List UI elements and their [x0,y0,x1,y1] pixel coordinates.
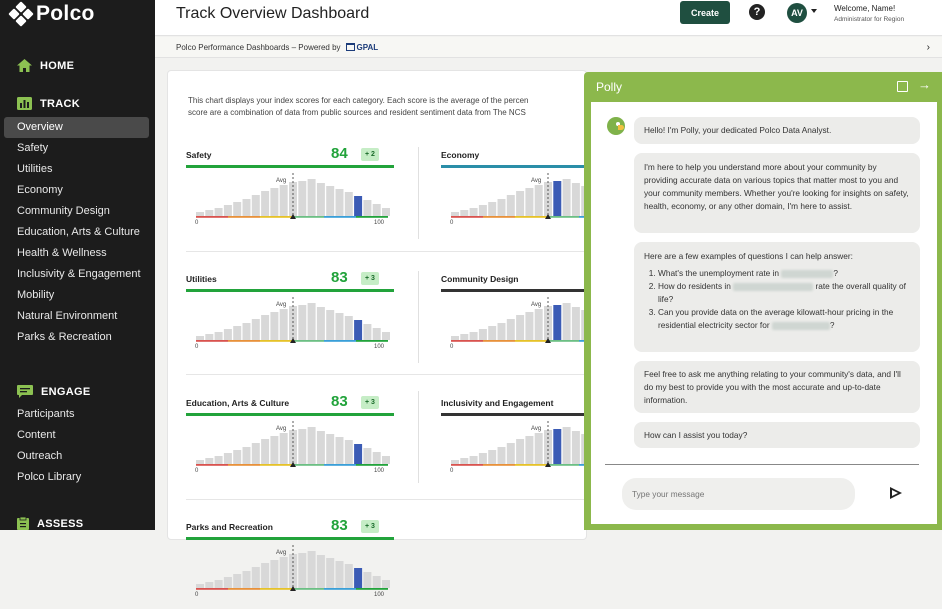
histogram-bar [507,319,515,340]
sidebar-item-mobility[interactable]: Mobility [17,289,55,301]
histogram-bar [516,315,524,340]
tile-title: Community Design [441,274,519,284]
axis-min-label: 0 [450,344,454,350]
example-question: 2. How do residents in rate the overall quality of life? [658,280,910,306]
histogram-bar [205,582,213,588]
column-divider [418,391,419,483]
your-score-bar [553,305,561,340]
nav-section-track[interactable] [17,97,80,110]
histogram-bar [252,195,260,216]
help-icon[interactable]: ? [749,4,765,20]
chart-description [188,95,588,119]
scale-segment [356,340,388,342]
axis-max-label: 100 [374,468,385,474]
histogram-bar [270,436,278,464]
scale-segment [260,464,292,466]
histogram-bar [470,456,478,464]
histogram-bar [280,433,288,464]
avg-label: Avg [276,550,287,556]
histogram-bar [261,315,269,340]
histogram-bar [205,210,213,216]
histogram-bar [572,307,580,340]
chat-message-greeting: Hello! I'm Polly, your dedicated Polco Data Analyst. [634,117,920,144]
sidebar-item-natural-environment[interactable]: Natural Environment [17,310,118,322]
chat-message-prompt: How can I assist you today? [634,422,920,448]
histogram-bar [488,450,496,464]
tile-title: Safety [186,150,212,160]
page-title: Track Overview Dashboard [176,5,370,22]
score-change-badge: + 3 [361,396,379,409]
histogram-bar [507,443,515,464]
nav-section-home[interactable] [17,59,74,72]
scale-segment [483,340,515,342]
score-distribution-chart [186,295,386,345]
tile-title: Parks and Recreation [186,522,273,532]
histogram-bar [507,195,515,216]
scale-segment [292,464,324,466]
sidebar-item-outreach[interactable]: Outreach [17,450,63,462]
avg-label: Avg [531,426,542,432]
score-change-badge: + 3 [361,272,379,285]
axis-min-label: 0 [195,468,199,474]
histogram-bar [460,334,468,340]
tile-color-line [186,413,394,416]
polly-panel [584,72,942,530]
message-input[interactable] [622,478,855,510]
histogram-bar [233,202,241,216]
avg-label: Avg [531,178,542,184]
histogram-bar [317,555,325,588]
tile-color-line [186,537,394,540]
histogram-bar [280,309,288,340]
scale-segment [324,216,356,218]
nav-section-home-label: HOME [40,59,75,72]
tile-title: Utilities [186,274,217,284]
scale-segment [483,216,515,218]
histogram-bar [535,185,543,216]
chat-bubble-icon [17,385,33,398]
histogram-bar [215,580,223,588]
sidebar-item-community-design[interactable]: Community Design [17,205,110,217]
histogram-bar [336,437,344,464]
bar-chart-icon [17,97,32,110]
score-tile[interactable] [186,513,394,609]
clipboard-icon [17,517,29,530]
scale-segment [292,216,324,218]
chat-divider [605,464,919,465]
histogram-bar [215,332,223,340]
histogram-bar [572,431,580,464]
overview-card [167,70,587,598]
histogram-bar [298,181,306,216]
histogram-bar [196,460,204,464]
histogram-bar [308,427,316,464]
histogram-bar [498,323,506,340]
histogram-bar [345,316,353,340]
scale-segment [260,340,292,342]
scale-segment [292,588,324,590]
your-score-bar [553,429,561,464]
histogram-bar [252,567,260,588]
row-divider [186,251,586,252]
gpal-icon [346,43,355,51]
histogram-bar [308,551,316,588]
histogram-bar [363,200,371,216]
histogram-bar [479,329,487,340]
avg-label: Avg [276,302,287,308]
external-link-icon[interactable] [897,81,908,92]
histogram-bar [373,576,381,588]
histogram-bar [233,574,241,588]
histogram-bar [233,450,241,464]
histogram-bar [196,212,204,216]
axis-max-label: 100 [374,592,385,598]
histogram-bar [261,191,269,216]
axis-min-label: 0 [195,592,199,598]
avg-label: Avg [276,426,287,432]
nav-section-assess-label: ASSESS [37,517,84,530]
polly-title: Polly [596,80,623,94]
histogram-bar [345,192,353,216]
axis-max-label: 100 [374,220,385,226]
score-change-badge: + 2 [361,148,379,161]
histogram-bar [270,312,278,340]
histogram-bar [572,183,580,216]
histogram-bar [317,307,325,340]
chat-message-intro: I'm here to help you understand more about your community by providing accurate data on various topics that matter most to you and your community members. Whether you're looking for insights on safety, health, economy, or any other domain, I'm here to assist. [634,153,920,233]
histogram-bar [470,332,478,340]
scale-segment [196,464,228,466]
axis-min-label: 0 [450,220,454,226]
histogram-bar [280,185,288,216]
histogram-bar [224,205,232,216]
histogram-bar [252,319,260,340]
histogram-bar [280,557,288,588]
scale-segment [515,340,547,342]
user-welcome [834,3,904,25]
histogram-bar [298,305,306,340]
histogram-bar [563,303,571,340]
sidebar-item-parks[interactable]: Parks & Recreation [17,331,112,343]
redacted-text [772,322,830,330]
score-change-badge: + 3 [361,520,379,533]
column-divider [418,147,419,239]
example-questions [644,267,910,332]
histogram-bar [205,334,213,340]
scale-segment [260,588,292,590]
histogram-bar [196,336,204,340]
scale-segment [292,340,324,342]
histogram-bar [336,313,344,340]
histogram-bar [345,564,353,588]
gpal-logo[interactable] [346,43,379,52]
histogram-bar [215,208,223,216]
histogram-bar [460,458,468,464]
nav-section-track-label: TRACK [40,97,80,110]
your-score-bar [354,196,362,216]
histogram-bar [451,336,459,340]
score-tile[interactable] [186,141,394,237]
tile-color-line [186,289,394,292]
scale-segment [547,216,579,218]
histogram-bar [451,212,459,216]
nav-section-engage-label: ENGAGE [41,385,91,398]
scale-segment [515,216,547,218]
sidebar-item-utilities[interactable]: Utilities [17,163,53,175]
scale-segment [196,216,228,218]
avatar[interactable]: AV [787,3,807,23]
scale-segment [228,216,260,218]
your-score-bar [354,568,362,588]
histogram-bar [252,443,260,464]
tile-color-line [186,165,394,168]
histogram-bar [336,189,344,216]
histogram-bar [336,561,344,588]
tile-score: 83 [331,517,348,534]
chat-message-closing: Feel free to ask me anything relating to your community's data, and I'll do my best to provide you with the most accurate and up-to-date information. [634,361,920,413]
histogram-bar [298,429,306,464]
scale-segment [228,464,260,466]
avg-label: Avg [276,178,287,184]
row-divider [186,374,586,375]
histogram-bar [373,204,381,216]
row-divider [186,499,586,500]
histogram-bar [326,558,334,588]
examples-header: Here are a few examples of questions I can help answer: [644,251,853,261]
histogram-bar [261,439,269,464]
polco-logo[interactable] [10,3,95,25]
histogram-bar [243,571,251,588]
histogram-bar [317,183,325,216]
histogram-bar [261,563,269,588]
histogram-bar [535,309,543,340]
histogram-bar [308,303,316,340]
scale-segment [196,588,228,590]
histogram-bar [488,202,496,216]
axis-min-label: 0 [195,220,199,226]
scale-segment [451,216,483,218]
column-divider [418,271,419,363]
scale-segment [228,340,260,342]
histogram-bar [479,453,487,464]
sidebar-item-health[interactable]: Health & Wellness [17,247,107,259]
score-distribution-chart [186,171,386,221]
chevron-right-icon[interactable]: › [926,42,930,53]
histogram-bar [205,458,213,464]
histogram-bar [382,332,390,340]
scale-segment [547,464,579,466]
histogram-bar [525,188,533,216]
histogram-bar [243,323,251,340]
scale-segment [324,340,356,342]
description-line-2: score are a combination of data from public sources and resident sentiment data from The NCS [188,108,526,117]
histogram-bar [516,439,524,464]
sidebar-item-content[interactable]: Content [17,429,56,441]
scale-segment [324,464,356,466]
scale-segment [260,216,292,218]
tile-score: 83 [331,393,348,410]
histogram-bar [326,310,334,340]
scale-segment [356,464,388,466]
histogram-bar [317,431,325,464]
home-icon [17,59,32,72]
sidebar-item-participants[interactable]: Participants [17,408,75,420]
histogram-bar [345,440,353,464]
example-question: 3. Can you provide data on the average kilowatt-hour pricing in the residential electricity sector for ? [658,306,910,332]
gpal-label: GPAL [356,42,379,52]
scale-segment [196,340,228,342]
scale-segment [451,464,483,466]
sidebar-item-polco-library[interactable]: Polco Library [17,471,82,483]
histogram-bar [460,210,468,216]
redacted-text [781,270,833,278]
histogram-bar [498,447,506,464]
scale-segment [451,340,483,342]
histogram-bar [451,460,459,464]
axis-min-label: 0 [450,468,454,474]
nav-section-engage[interactable] [17,385,90,398]
your-score-bar [354,444,362,464]
histogram-bar [298,553,306,588]
scale-segment [483,464,515,466]
histogram-bar [363,572,371,588]
histogram-bar [308,179,316,216]
histogram-bar [233,326,241,340]
histogram-bar [196,584,204,588]
sidebar [0,0,155,530]
polly-chat-body [591,102,937,524]
histogram-bar [373,452,381,464]
polly-parrot-icon [607,117,625,135]
polco-logo-icon [10,3,32,25]
histogram-bar [270,560,278,588]
sidebar-item-safety[interactable]: Safety [17,142,49,154]
your-score-bar [553,181,561,216]
chat-message-examples [634,242,920,352]
scale-segment [356,216,388,218]
score-distribution-chart [186,543,386,593]
histogram-bar [373,328,381,340]
subbar-text: Polco Performance Dashboards – Powered by [176,42,341,52]
histogram-bar [498,199,506,216]
sidebar-item-inclusivity[interactable]: Inclusivity & Engagement [17,268,141,280]
score-tile[interactable] [186,389,394,485]
welcome-text: Welcome, Name! [834,4,896,13]
histogram-bar [326,186,334,216]
send-icon[interactable] [890,487,902,499]
histogram-bar [516,191,524,216]
description-line-1: This chart displays your index scores for each category. Each score is the average of the percen [188,96,529,105]
chevron-down-icon[interactable] [811,9,817,13]
sidebar-item-overview[interactable]: Overview [4,117,149,138]
histogram-bar [224,577,232,588]
histogram-bar [382,456,390,464]
histogram-bar [215,456,223,464]
brand-name: Polco [36,2,95,25]
scale-segment [228,588,260,590]
tile-score: 84 [331,145,348,162]
top-header [155,0,942,36]
histogram-bar [479,205,487,216]
histogram-bar [243,199,251,216]
histogram-bar [243,447,251,464]
create-button[interactable]: Create [680,1,730,24]
dashboard-subbar [155,37,942,58]
histogram-bar [363,448,371,464]
user-role: Administrator for Region [834,16,905,23]
tile-title: Economy [441,150,480,160]
scale-segment [324,588,356,590]
histogram-bar [488,326,496,340]
histogram-bar [525,436,533,464]
example-question: 1. What's the unemployment rate in ? [658,267,910,280]
histogram-bar [382,580,390,588]
histogram-bar [525,312,533,340]
histogram-bar [382,208,390,216]
histogram-bar [363,324,371,340]
score-distribution-chart [186,419,386,469]
avg-label: Avg [531,302,542,308]
scale-segment [356,588,388,590]
axis-min-label: 0 [195,344,199,350]
histogram-bar [470,208,478,216]
redacted-text [733,283,813,291]
histogram-bar [224,453,232,464]
histogram-bar [326,434,334,464]
sidebar-item-education[interactable]: Education, Arts & Culture [17,226,140,238]
nav-section-assess[interactable] [17,517,83,530]
scale-segment [547,340,579,342]
score-tile[interactable] [186,265,394,361]
scale-segment [515,464,547,466]
sidebar-item-economy[interactable]: Economy [17,184,63,196]
histogram-bar [535,433,543,464]
tile-title: Education, Arts & Culture [186,398,290,408]
histogram-bar [270,188,278,216]
histogram-bar [563,179,571,216]
tile-title: Inclusivity and Engagement [441,398,554,408]
tile-score: 83 [331,269,348,286]
arrow-right-icon[interactable]: → [918,77,931,92]
histogram-bar [563,427,571,464]
your-score-bar [354,320,362,340]
histogram-bar [224,329,232,340]
axis-max-label: 100 [374,344,385,350]
